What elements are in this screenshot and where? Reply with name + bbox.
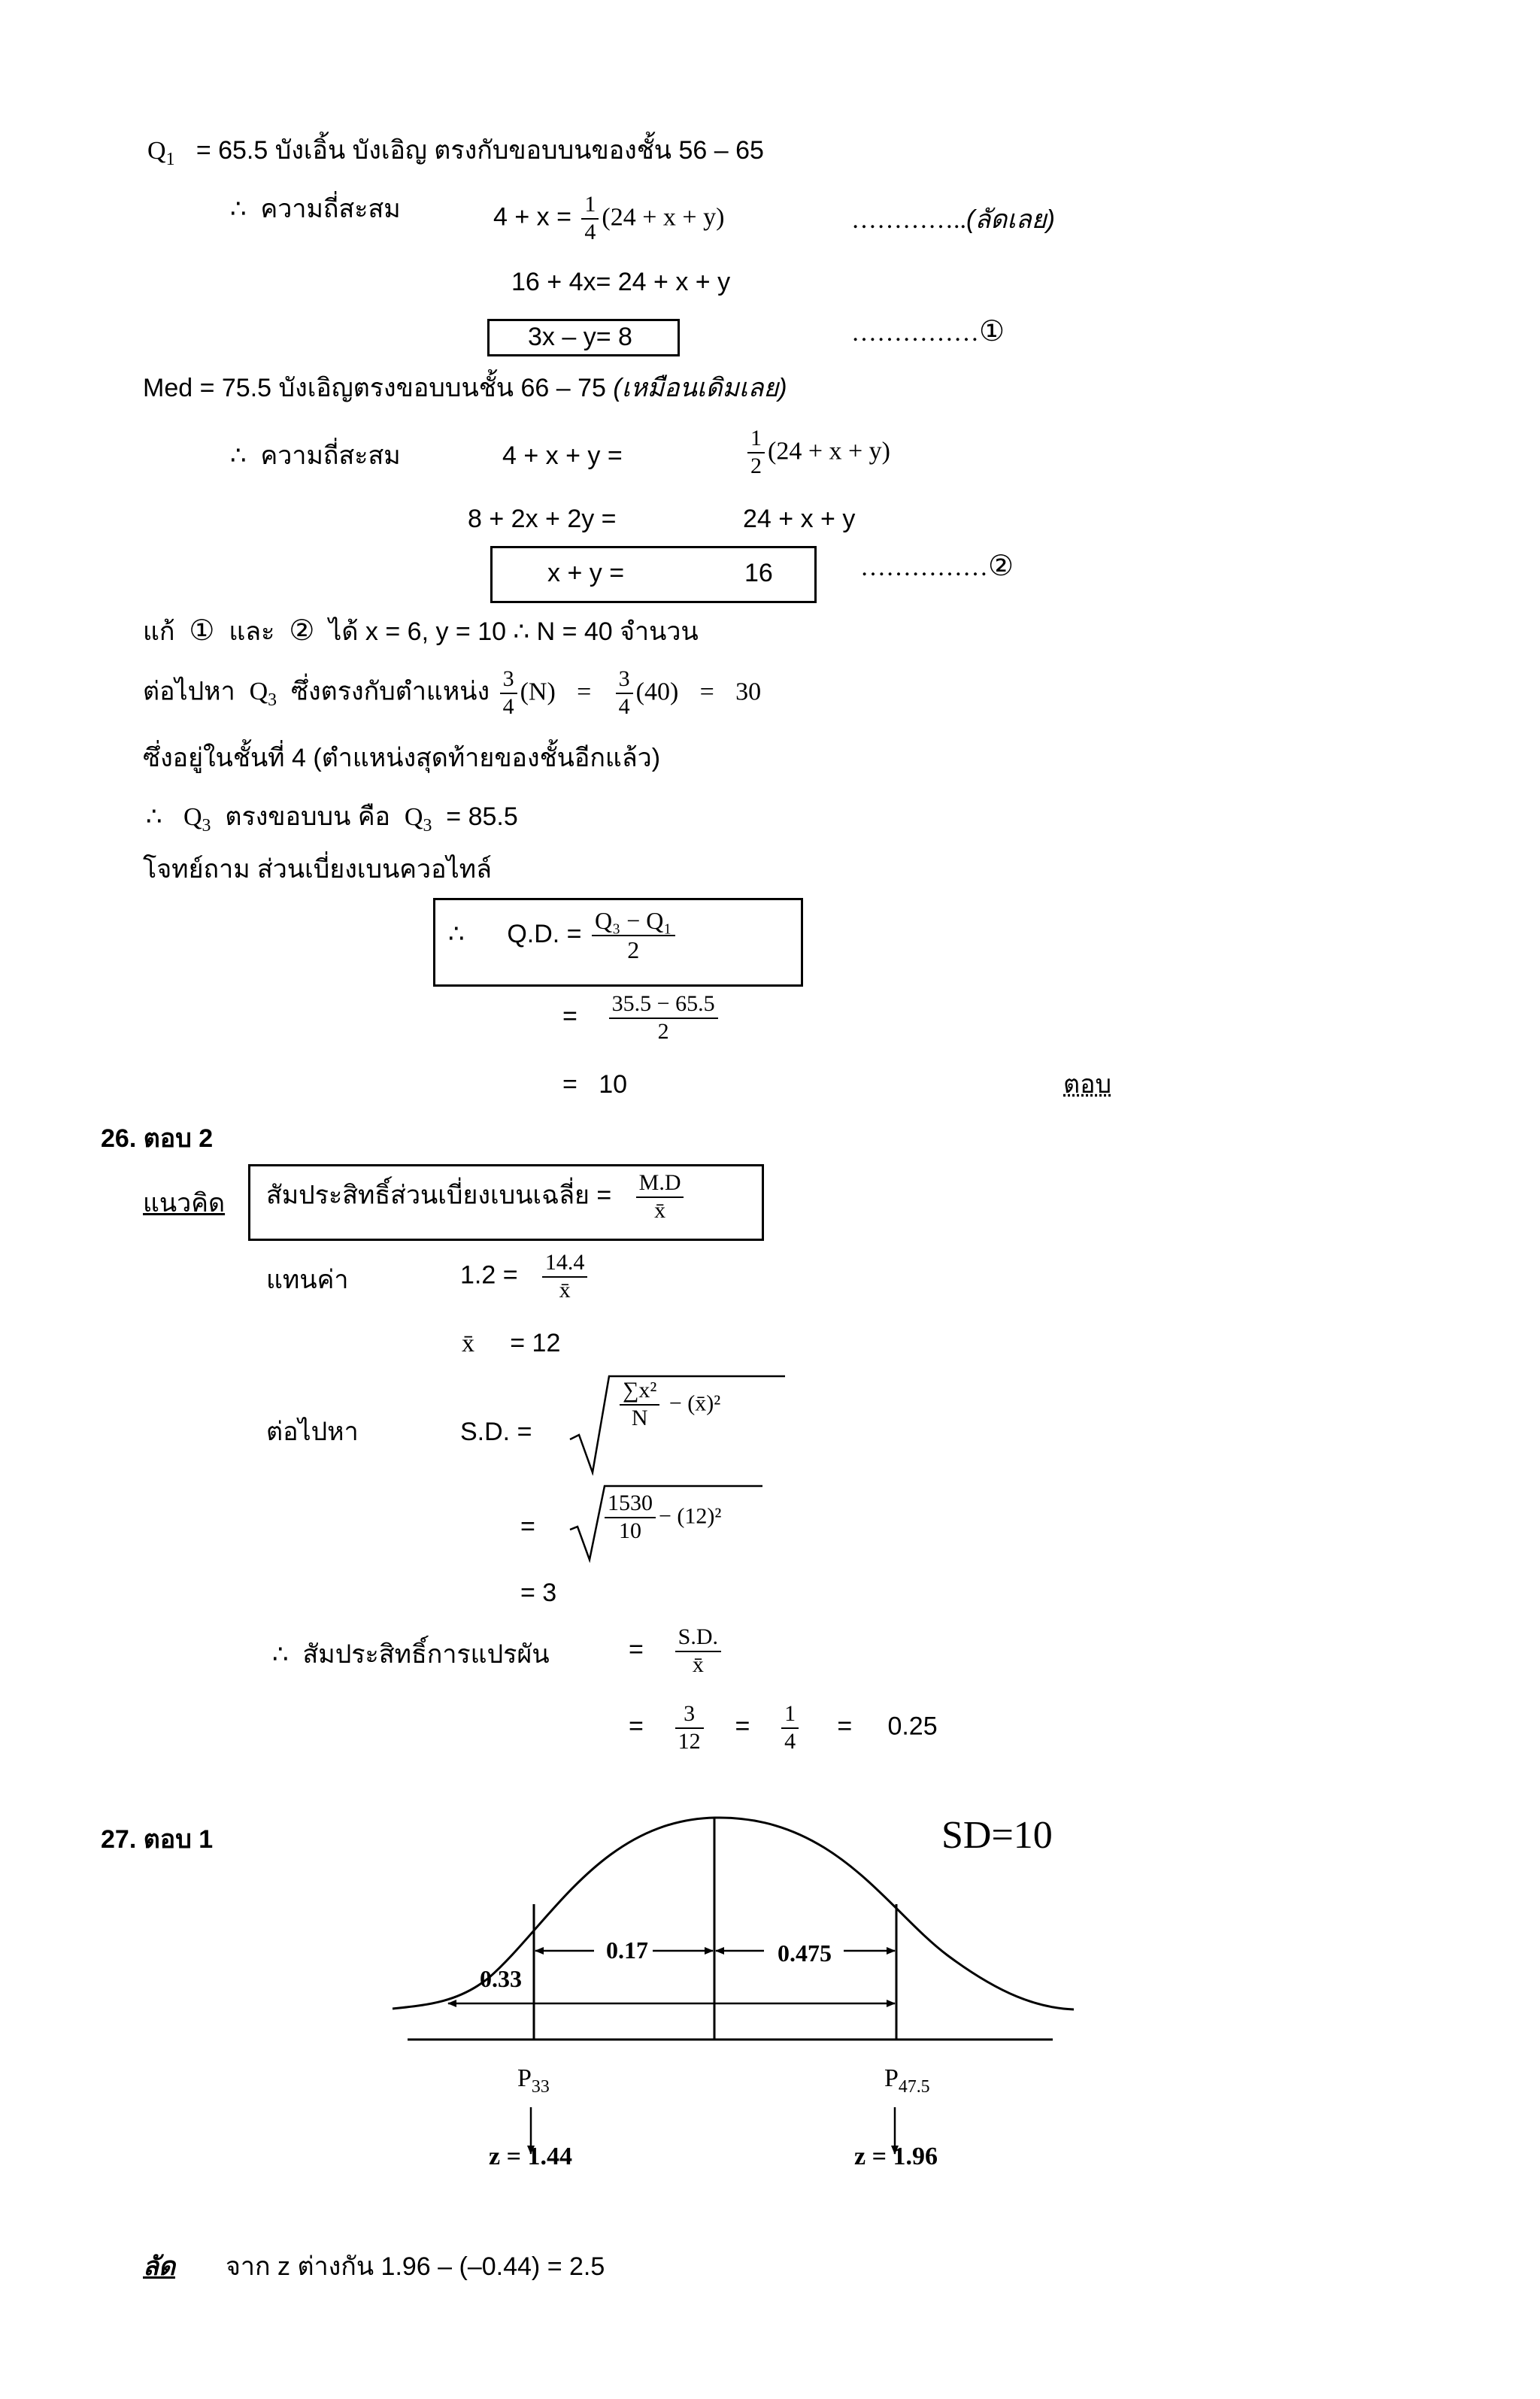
eq2: 16 + 4x= 24 + x + y: [511, 268, 731, 296]
circle-one-icon: ①: [979, 314, 1005, 347]
circle-two-icon: ②: [289, 614, 315, 647]
substitute-eq: 1.2 = $\frac{14.4}{x̄}$: [460, 1250, 590, 1303]
shortcut-label: ลัด: [143, 2252, 175, 2281]
q1-symbol: $Q_1$: [147, 137, 175, 169]
cv-formula: = $\frac{S.D.}{x̄}$: [629, 1624, 724, 1678]
qd-formula: ∴ Q.D. = $\frac{\text{Q₃ − Q₁}}{2}$: [448, 907, 678, 964]
med-line: Med = 75.5 บังเอิญตรงขอบบนชั้น 66 – 75 (เหมือนเดิมเลย): [143, 374, 787, 402]
fraction-1-2: $\frac{1}{2}$: [747, 426, 765, 479]
therefore-symbol: ∴: [230, 195, 247, 223]
concept-label: แนวคิด: [143, 1189, 226, 1218]
p475-label: $P_{47.5}$: [884, 2064, 930, 2097]
md-over-xbar-fraction: $\frac{M.D}{x̄}$: [636, 1170, 684, 1224]
area-right-label: 0.475: [778, 1940, 832, 1967]
eq6-mark: ……………②: [860, 549, 1014, 582]
qd-fraction: $\frac{\text{Q₃ − Q₁}}{2}$: [592, 907, 675, 964]
eq1-rhs: (24 + x + y): [602, 203, 725, 232]
q27-heading: 27. ตอบ 1: [101, 1825, 214, 1854]
normal-curve-diagram: [376, 1805, 1098, 2076]
sub-fraction: $\frac{14.4}{x̄}$: [542, 1250, 588, 1303]
class4-line: ซึ่งอยู่ในชั้นที่ 4 (ตำแหน่งสุดท้ายของชั้นอีกแล้ว): [143, 744, 661, 772]
fraction-3-12: $\frac{3}{12}$: [675, 1701, 704, 1755]
next-sd-label: ต่อไปหา: [266, 1418, 359, 1446]
sd-sub-radicand: $\frac{1530}{10}$ − (12)²: [602, 1491, 721, 1544]
cum-freq-eq4: ∴ ความถี่สะสม: [230, 441, 401, 470]
q1-text: = 65.5 บังเอิ้น บังเอิญ ตรงกับขอบบนของชั้น 56 – 65: [196, 136, 764, 165]
sd-sub-fraction: $\frac{1530}{10}$: [605, 1491, 656, 1544]
cv-result-line: = $\frac{3}{12}$ = $\frac{1}{4}$ = 0.25: [629, 1701, 938, 1754]
sd-label: S.D. =: [460, 1418, 532, 1446]
sd-radicand: $\frac{\text{∑x²}}{N}$ − (x̄)²: [617, 1378, 720, 1431]
cum-freq-label: ความถี่สะสม: [260, 195, 401, 223]
q3-symbol: $Q_3$: [183, 803, 211, 836]
cv-line: ∴ สัมประสิทธิ์การแปรผัน: [272, 1640, 550, 1669]
z1-label: z = 1.44: [489, 2143, 572, 2170]
fraction-1-4: $\frac{1}{4}$: [781, 1701, 799, 1755]
eq5-rhs: 24 + x + y: [743, 505, 856, 533]
eq6-lhs: x + y =: [547, 559, 625, 587]
eq1-lhs: 4 + x =: [493, 202, 571, 232]
concept-formula: สัมประสิทธิ์ส่วนเบี่ยงเบนเฉลี่ย = $\frac{M.D}{x̄}$: [266, 1170, 687, 1224]
fraction-1-4: $\frac{1}{4}$: [581, 192, 599, 245]
fraction-3-4: $\frac{3}{4}$: [500, 666, 517, 720]
answer-label: ตอบ: [1063, 1070, 1112, 1099]
eq4-rhs: $\frac{1}{2}$ (24 + x + y): [744, 426, 890, 479]
xbar-eq: x̄ = 12: [462, 1329, 561, 1357]
circle-two-icon: ②: [988, 549, 1014, 582]
problem-asks: โจทย์ถาม ส่วนเบี่ยงเบนควอไทล์: [143, 855, 492, 884]
q3-symbol: $Q_3$: [249, 678, 277, 711]
sd-sub-eq-sign: =: [520, 1512, 535, 1541]
q3-symbol: $Q_3$: [404, 803, 432, 836]
z2-label: z = 1.96: [854, 2143, 938, 2170]
qd-result: = 10: [562, 1070, 628, 1099]
area-left-label: 0.33: [480, 1965, 522, 1992]
solve-line: แก้ ① และ ② ได้ x = 6, y = 10 ∴ N = 40 จำนวน: [143, 614, 699, 647]
q1-line: [147, 135, 764, 170]
eq5-lhs: 8 + 2x + 2y =: [468, 505, 617, 533]
eq4-lhs: 4 + x + y =: [502, 441, 623, 470]
eq1-note: …………..(ลัดเลย): [851, 205, 1055, 234]
q26-heading: 26. ตอบ 2: [101, 1124, 214, 1153]
cum-freq-eq1: [230, 194, 401, 225]
eq3: 3x – y= 8: [528, 323, 632, 351]
eq3-mark: ……………①: [851, 314, 1005, 347]
substitute-label: แทนค่า: [266, 1266, 349, 1294]
eq1: [493, 192, 724, 245]
shortcut-text: จาก z ต่างกัน 1.96 – (–0.44) = 2.5: [226, 2252, 605, 2281]
eq6-rhs: 16: [744, 559, 773, 587]
next-q3-line: ต่อไปหา $Q_3$ ซึ่งตรงกับตำแหน่ง $\frac{3}{4}$ (N) = $\frac{3}{4}$ (40) = 30: [143, 666, 762, 719]
q3-edge-line: ∴ $Q_3$ ตรงขอบบน คือ $Q_3 = 85.5$: [146, 802, 518, 836]
fraction-3-4: $\frac{3}{4}$: [616, 666, 633, 720]
sd-fraction: $\frac{\text{∑x²}}{N}$: [620, 1378, 659, 1431]
sd-note: SD=10: [941, 1814, 1053, 1857]
area-mid-label: 0.17: [606, 1936, 648, 1964]
sd-result: = 3: [520, 1579, 557, 1607]
p33-label: $P_{33}$: [517, 2064, 550, 2097]
qd-sub-fraction: $\frac{35.5 - 65.5}{2}$: [609, 991, 718, 1045]
qd-substitution: = $\frac{35.5 - 65.5}{2}$: [562, 991, 721, 1045]
cv-fraction: $\frac{S.D.}{x̄}$: [675, 1624, 721, 1678]
circle-one-icon: ①: [189, 614, 215, 647]
